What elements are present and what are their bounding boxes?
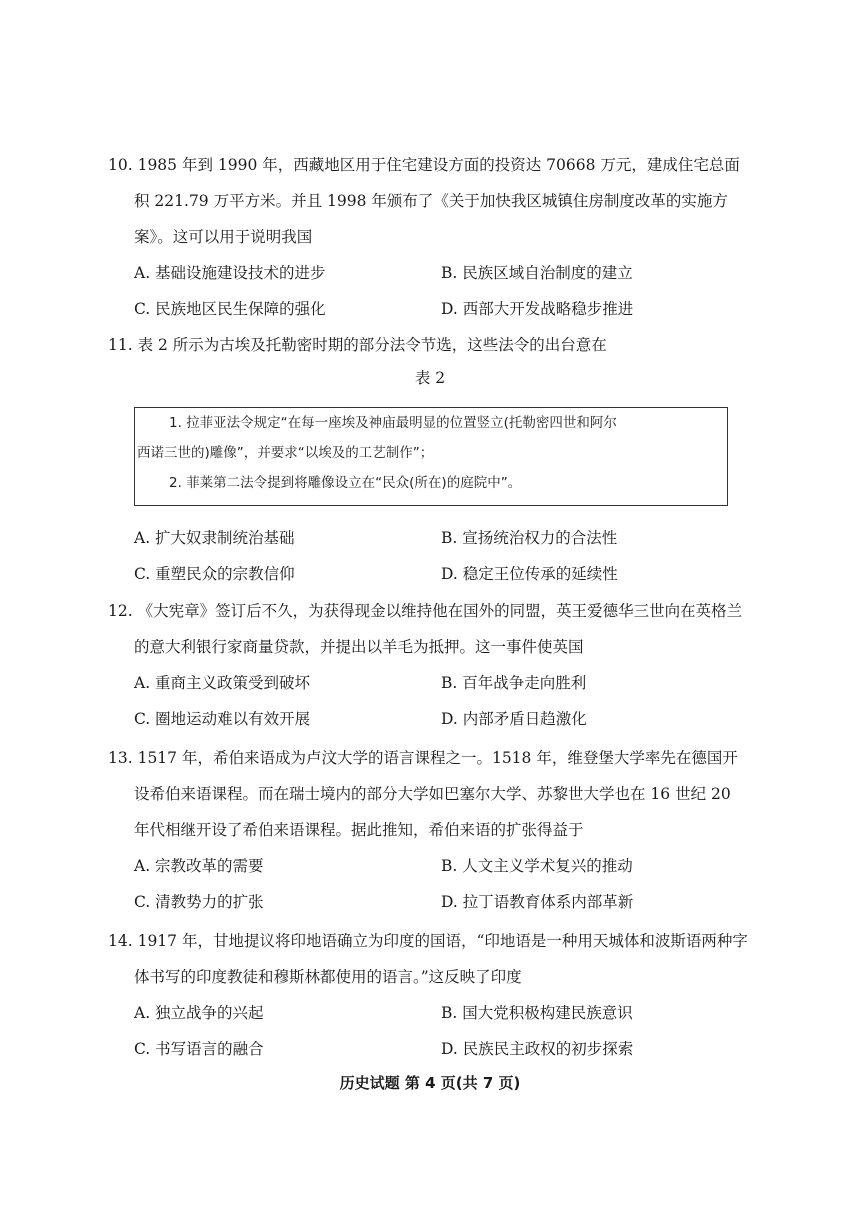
- question-stem: 14. 1917 年，甘地提议将印地语确立为印度的国语，“印地语是一种用天城体和波斯语两种字体书写的印度教徒和穆斯林都使用的语言。”这反映了印度: [108, 932, 748, 986]
- question-12: [108, 593, 748, 737]
- table-line: 2. 菲莱第二法令提到将雕像设立在“民众(所在)的庭院中”。: [169, 475, 522, 491]
- option-c: C. 书写语言的融合: [134, 1040, 264, 1058]
- question-10: [108, 147, 748, 327]
- option-d: D. 稳定王位传承的延续性: [441, 565, 618, 583]
- table-caption: 表 2: [414, 369, 446, 387]
- question-stem: 12. 《大宪章》签订后不久，为获得现金以维持他在国外的同盟，英王爱德华三世向在英格兰的意大利银行家商量贷款，并提出以羊毛为抵押。这一事件使英国: [108, 602, 743, 656]
- option-c: C. 民族地区民生保障的强化: [134, 300, 326, 318]
- option-d: D. 民族民主政权的初步探索: [441, 1040, 634, 1058]
- option-b: B. 国大党积极构建民族意识: [441, 1004, 633, 1022]
- options: [134, 665, 748, 737]
- option-d: D. 拉丁语教育体系内部革新: [441, 893, 634, 911]
- options: [134, 520, 748, 592]
- question-stem: 13. 1517 年，希伯来语成为卢汶大学的语言课程之一。1518 年，维登堡大学率先在德国开设希伯来语课程。而在瑞士境内的部分大学如巴塞尔大学、苏黎世大学也在 16 世纪 20 年代相继开设了希伯来语课程。据此推知，希伯来语的扩张得益于: [108, 749, 738, 839]
- question-stem: 10. 1985 年到 1990 年，西藏地区用于住宅建设方面的投资达 70668 万元，建成住宅总面积 221.79 万平方米。并且 1998 年颁布了《关于加快我区城镇住房制度改革的实施方案》。这可以用于说明我国: [108, 156, 740, 246]
- source-table: [134, 407, 728, 506]
- option-d: D. 西部大开发战略稳步推进: [441, 300, 634, 318]
- options: [134, 848, 748, 920]
- question-13: [108, 740, 748, 920]
- option-a: A. 基础设施建设技术的进步: [134, 264, 326, 282]
- table-line: 西诺三世的)雕像”，并要求“以埃及的工艺制作”；: [137, 445, 434, 461]
- question-11-options: [108, 520, 748, 592]
- option-c: C. 圈地运动难以有效开展: [134, 710, 311, 728]
- options: [134, 255, 748, 327]
- page-footer: 历史试题 第 4 页(共 7 页): [339, 1074, 521, 1092]
- question-11: [108, 327, 748, 363]
- option-b: B. 百年战争走向胜利: [441, 674, 587, 692]
- question-14: [108, 923, 748, 1067]
- option-a: A. 重商主义政策受到破坏: [134, 674, 311, 692]
- option-c: C. 重塑民众的宗教信仰: [134, 565, 295, 583]
- option-b: B. 人文主义学术复兴的推动: [441, 857, 633, 875]
- option-b: B. 宣扬统治权力的合法性: [441, 529, 618, 547]
- options: [134, 995, 748, 1067]
- option-d: D. 内部矛盾日趋激化: [441, 710, 587, 728]
- option-a: A. 扩大奴隶制统治基础: [134, 529, 295, 547]
- option-b: B. 民族区域自治制度的建立: [441, 264, 633, 282]
- option-a: A. 宗教改革的需要: [134, 857, 264, 875]
- question-stem: 11. 表 2 所示为古埃及托勒密时期的部分法令节选，这些法令的出台意在: [108, 336, 607, 354]
- option-c: C. 清教势力的扩张: [134, 893, 264, 911]
- option-a: A. 独立战争的兴起: [134, 1004, 264, 1022]
- table-line: 1. 拉菲亚法令规定“在每一座埃及神庙最明显的位置竖立(托勒密四世和阿尔: [169, 415, 617, 431]
